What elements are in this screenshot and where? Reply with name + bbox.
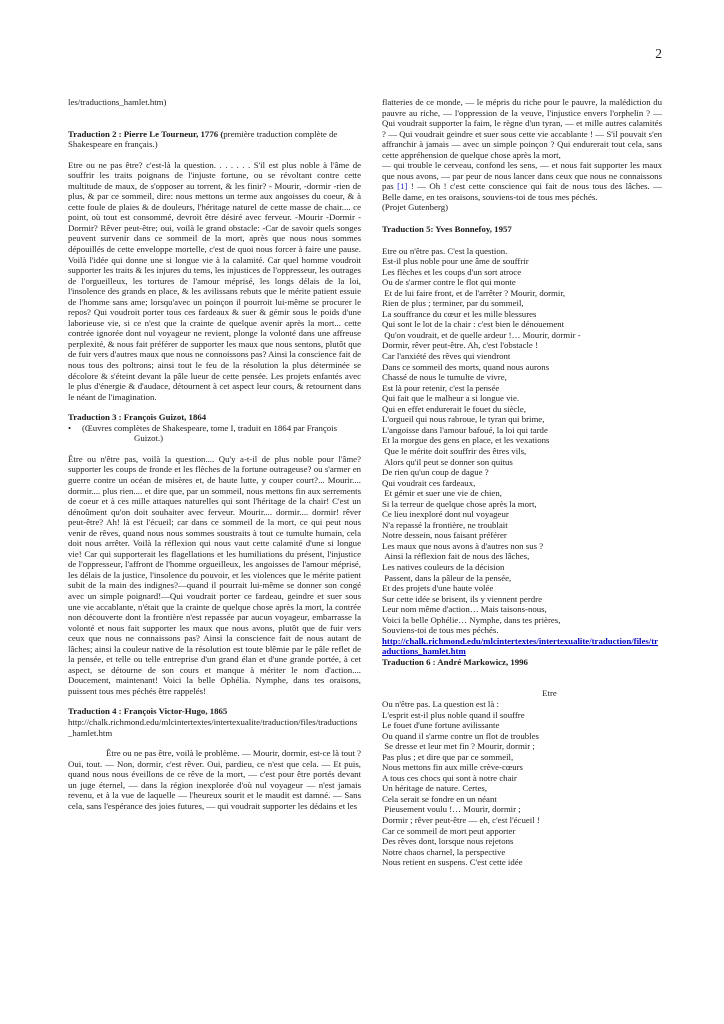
poem-line: Dormir, rêver peut-être. Ah, c'est l'obstacle !	[382, 340, 538, 351]
translation-2-heading-note: première traduction complète de Shakespeare en français.)	[68, 128, 338, 150]
poem-line: La souffrance du cœur et les mille blessures	[382, 308, 537, 319]
poem-line: Notre dessein, nous faisant préférer	[382, 530, 507, 541]
poem-line: Alors qu'il peut se donner son quitus	[382, 456, 513, 467]
poem-line: Qui fait que le malheur a si longue vie.	[382, 393, 520, 404]
bonnefoy-poem	[382, 246, 662, 636]
markowicz-poem-title: Etre	[542, 688, 557, 699]
poem-line: Leur nom même d'action… Mais taisons-nous,	[382, 604, 547, 615]
section-translation-2	[68, 129, 361, 150]
poem-line: Souviens-toi de tous mes péchés.	[382, 625, 499, 636]
poem-line: Les flèches et les coups d'un sort atroce	[382, 266, 522, 277]
poem-line: Qui en effet endurerait le fouet du siècle,	[382, 403, 526, 414]
translation-3-source-item	[68, 423, 361, 444]
poem-line: Et de lui faire front, et de l'arrêter ? Mourir, dormir,	[382, 287, 566, 298]
poem-line: Passent, dans la pâleur de la pensée,	[382, 572, 512, 583]
right-column	[382, 97, 662, 868]
poem-line: Est là pour retenir, c'est la pensée	[382, 382, 500, 393]
two-column-layout	[68, 97, 662, 868]
poem-line: De rien qu'un coup de dague ?	[382, 467, 489, 478]
translation-3-heading: Traduction 3 : François Guizot, 1864	[68, 412, 207, 423]
continuation-text-after: ! — Oh ! c'est cette conscience qui fait de nous tous des lâches. — Belle dame, en tes oraisons, souviens-toi de tous mes péchés.	[382, 181, 662, 202]
poem-line: Et des projets d'une haute volée	[382, 583, 494, 594]
poem-line: Etre ou n'être pas. C'est la question.	[382, 245, 508, 256]
left-column	[68, 97, 361, 868]
translation-5-heading: Traduction 5: Yves Bonnefoy, 1957	[382, 224, 512, 235]
poem-line: Nous mettons fin aux mille crève-cœurs	[382, 762, 523, 773]
source-credit: (Projet Gutenberg)	[382, 202, 449, 213]
poem-line: Sur cette idée se brisent, ils y viennent perdre	[382, 593, 543, 604]
poem-line: Qu'on voudrait, et de quelle ardeur !… Mourir, dormir -	[382, 329, 581, 340]
poem-line: Qui voudrait ces fardeaux,	[382, 477, 476, 488]
translation-6-heading: Traduction 6 : André Markowicz, 1996	[382, 656, 528, 667]
traductions-hamlet-link[interactable]: http://chalk.richmond.edu/mlcintertextes/intertexualite/traduction/files/traductions_hamlet.htm	[382, 635, 659, 657]
poem-line: Le fouet d'une fortune avilissante	[382, 720, 500, 731]
poem-line: A tous ces chocs qui sont à notre chair	[382, 772, 517, 783]
poem-line: Ou de s'armer contre le flot qui monte	[382, 277, 516, 288]
poem-line: Ou quand il s'arme contre un flot de troubles	[382, 730, 539, 741]
poem-line: Si la terreur de quelque chose après la mort,	[382, 498, 537, 509]
poem-line: Nous retient en suspens. C'est cette idée	[382, 857, 523, 868]
poem-line: Et la morgue des gens en place, et les vexations	[382, 435, 550, 446]
gutenberg-continuation-part1: flatteries de ce monde, — le mépris du riche pour le pauvre, la malédiction du pauvre au riche, — l'oppression de la veuve, l'injustice envers l'orphelin ? — Qui voudrait supporter la faim, le règne d'un tyran, — et mille autres calamités ? — Qui voudrait geindre et suer sous cette vie accablante ! — S'il pouvait s'en affranchir à jamais — avec un simple poinçon ? Qui endurerait tout cela, sans cette appréhension de quelque chose après la mort,	[382, 97, 662, 160]
poem-line: Car l'anxiété des rêves qui viendront	[382, 351, 511, 362]
poem-line: Pas plus ; et dire que par ce sommeil,	[382, 751, 514, 762]
poem-line: Les natives couleurs de la décision	[382, 561, 505, 572]
poem-line: L'esprit est-il plus noble quand il souffre	[382, 709, 525, 720]
poem-line: Dans ce sommeil des morts, quand nous aurons	[382, 361, 550, 372]
url-fragment-continuation: les/traductions_hamlet.htm)	[68, 97, 167, 107]
translation-4-heading: Traduction 4 : François Victor-Hugo, 1865	[68, 706, 228, 717]
poem-line: Et gémir et suer une vie de chien,	[382, 488, 502, 499]
poem-line: Qui sont le lot de la chair : c'est bien le dénouement	[382, 319, 565, 330]
translation-2-heading: Traduction 2 : Pierre Le Tourneur, 1776 (	[68, 128, 224, 139]
poem-line: Des rêves dont, lorsque nous rejetons	[382, 836, 514, 847]
poem-line: Rien de plus ; terminer, par du sommeil,	[382, 298, 524, 309]
bullet-icon: •	[68, 422, 72, 433]
poem-line: N'a repassé la frontière, ne troublait	[382, 519, 508, 530]
continuation-text-before: — qui trouble le cerveau, confond les sens, — et nous fait supporter les maux que nous avons, — par peur de nous lancer dans ceux que nous ne connaissons pas	[382, 160, 662, 192]
gutenberg-continuation-part2	[382, 160, 662, 202]
markowicz-poem	[382, 699, 662, 868]
poem-line: Chassé de nous le tumulte de vivre,	[382, 372, 507, 383]
poem-line: Car ce sommeil de mort peut apporter	[382, 825, 516, 836]
poem-line: Ainsi la réflexion fait de nous des lâches,	[382, 551, 530, 562]
footnote-1-link[interactable]: [1]	[397, 181, 408, 192]
poem-line: L'orgueil qui nous rabroue, le tyran qui brime,	[382, 414, 545, 425]
poem-line: L'angoisse dans l'amour bafoué, la loi qui tarde	[382, 424, 548, 435]
poem-line: Ou n'être pas. La question est là :	[382, 698, 499, 709]
translation-3-body: Être ou n'être pas, voilà la question.... Qu'y a-t-il de plus noble pour l'âme? supporter les coups de fronde et les flèches de la fortune outrageuse? ou s'armer en guerre contre un océan de misères et, de haute lutte, y couper court?... Mourir.... dormir.... plus rien.... et dire que, par un sommeil, nous mettons fin aux serrements de coeur et à ces mille attaques naturelles qui sont l'héritage de la chair! C'est un dénoûment qu'on doit souhaiter avec ferveur. Mourir.... dormir.... dormir! rêver peut-être? Ah! là est l'écueil; car dans ce sommeil de la mort, ce qui peut nous venir de rêves, quand nous nous sommes soustraits à tout ce tumulte humain, cela doit nous arrêter. Voilà la réflexion qui nous vaut cette calamité d'une si longue vie! Car qui supporterait les flagellations et les humiliations du présent, l'injustice de l'oppresseur, l'affront de l'homme orgueilleux, les angoisses de l'amour méprisé, les délais de la justice, l'insolence du pouvoir, et les violences que le mérite patient subit de la main des indignes?—quand il pourrait lui-même se donner son congé avec un simple poignard!—Qui voudrait porter ce fardeau, geindre et suer sous une vie accablante, n'était que la crainte de quelque chose après la mort, la contrée non découverte dont la frontière n'est repassée par aucun voyageur, embarrasse la volonté et nous fait supporter les maux que nous avons, plutôt que de fuir vers ceux que nous ne connaissons pas? Ainsi la conscience fait de nous autant de lâches; ainsi la couleur native de la résolution est toute blêmie par le pâle reflet de la pensée, et telle ou telle entreprise d'un grand élan et d'une grande portée, à cet aspect, se détourne de son cours et manque à mériter le nom d'action.... Doucement, maintenant! Voici la belle Ophélia. Nymphe, dans tes oraisons, puissent tous mes péchés être rappelés!	[68, 453, 361, 696]
poem-line: Ce lieu inexploré dont nul voyageur	[382, 509, 509, 520]
poem-line: Est-il plus noble pour une âme de souffrir	[382, 256, 529, 267]
poem-line: Les maux que nous avons à d'autres non sus ?	[382, 540, 544, 551]
translation-2-body: Etre ou ne pas être? c'est-là la question. . . . . . . S'il est plus noble à l'âme de souffrir les traits poignans de l'injuste fortune, ou se révoltant contre cette multitude de maux, de s'opposer au torrent, & les finir? - Mourir, -dormir -rien de plus, & par ce sommeil, dire: nous mettons un terme aux angoisses du coeur, & à cette foule de plaies & de douleurs, l'héritage naturel de cette masse de chair.... ce point, où tout est consommé, devroit être désiré avec ferveur. -Mourir -Dormir -Dormir? Rêver peut-être; oui, voilà le grand obstacle: -Car de savoir quels songes peuvent survenir dans ce sommeil de la mort, après que nous nous sommes dépouillés de cette enveloppe mortelle, c'est de quoi nous forcer à faire une pause. Voilà l'idée qui donne une si longue vie à la calamité. Car quel homme voudroit supporter les traits & les injures du tems, les injustices de l'oppresseur, les outrages de l'orgueilleux, les tortures de l'amour méprisé, les longs délais de la loi, l'insolence des grands en place, & les avilissans rebuts que le mérite patient essuie de l'homme sans ame; lorsqu'avec un poinçon il pourroit lui-même se procurer le repos? Qui voudroit porter tous ces fardeaux & suer & gémir sous le poids d'une laborieuse vie, si ce n'est que la crainte de quelque avenir après la mort... cette contrée ignorée dont nul voyageur ne revient, plonge la volonté dans une affreuse perplexité, & nous fait préférer de supporter les maux que nous sentons, plutôt que de fuir vers d'autres maux que nous ne connoissons pas? Ainsi la conscience fait de nous tous des poltrons; ainsi tout le feu de la résolution la plus déterminée se décolore & s'éteint devant la pâle lueur de cette pensée. Les projets enfantés avec le plus d'énergie & d'audace, détournent à cet aspect leur cours, & retournent dans le néant de l'imagination.	[68, 159, 361, 402]
translation-4-source-url: http://chalk.richmond.edu/mlcintertextes/intertexualite/traduction/files/traductions_hamlet.htm	[68, 716, 358, 738]
poem-line: Voici la belle Ophélie… Nymphe, dans tes prières,	[382, 614, 561, 625]
poem-line: Dormir ; rêver peut-être — eh, c'est l'écueil !	[382, 815, 540, 825]
poem-line: Un héritage de nature. Certes,	[382, 783, 488, 794]
poem-line: Cela serait se fondre en un néant	[382, 793, 497, 804]
translation-3-source-text: (Œuvres complètes de Shakespeare, tome I, traduit en 1864 par François Guizot.)	[82, 422, 338, 444]
poem-line: Pieusement voulu !… Mourir, dormir ;	[382, 804, 521, 815]
poem-line: Se dresse et leur met fin ? Mourir, dormir ;	[382, 741, 535, 752]
poem-line: Notre chaos charnel, la perspective	[382, 846, 506, 857]
page-number: 2	[655, 46, 662, 61]
poem-line: Que le mérite doit souffrir des êtres vils,	[382, 445, 527, 456]
translation-4-body: Être ou ne pas être, voilà le problème. — Mourir, dormir, est-ce là tout ? Oui, tout. — Non, dormir, c'est rêver. Oui, pardieu, ce n'est que cela. — Et puis, quand nous nous éveillons de ce rêve de la mort, — c'est pour être portés devant un juge éternel, — dans la région inexplorée d'où nul voyageur — n'est jamais revenu, et à la vue de laquelle — l'heureux sourit et le maudit est damné. — Sans cela, sans l'espérance des joies futures, — qui voudrait supporter les dédains et les	[68, 748, 361, 811]
